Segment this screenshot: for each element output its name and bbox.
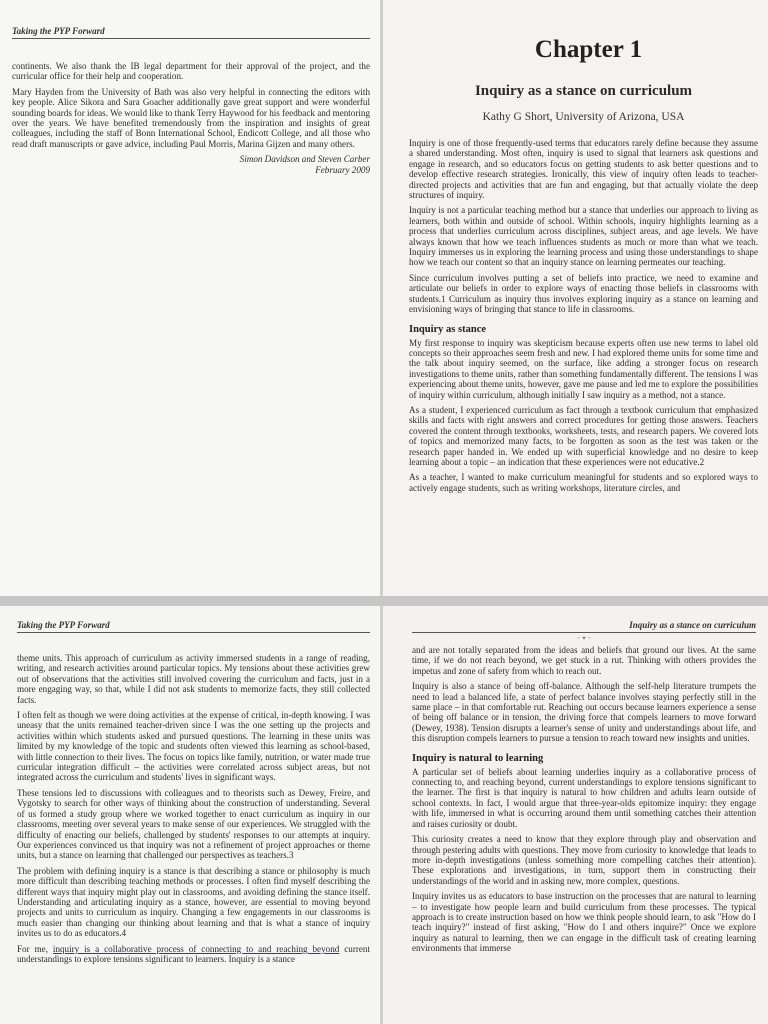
body-paragraph: Mary Hayden from the University of Bath was also very helpful in connecting the editors with key people. Alice Sikora and Sara Goacher additionally gave great support and were wonderful sounding boards for ideas. We would like to thank Terry Haywood for his feedback and mentoring over the years. We have benefited tremendously from the inspiration and insights of great colleagues, including the staff of Bonn International School, Endicott College, and all those who read draft manuscripts or gave advice, including Paul Morris, Marina Gijzen and many others.	[12, 86, 370, 149]
body-paragraph: I often felt as though we were doing activities at the expense of critical, in-depth knowing. I was uneasy that the units remained teacher-driven since I was the one setting up the projects and activities within which students asked and pursued questions. The learning in these units was limited by my knowledge of the topic and students often viewed this learning as school-based, with little connection to their lives. The focus on topics like family, nutrition, or water made true curricular integration difficult – the activities were correlated across subject areas, but not integrated across the curriculum and students' lives in significant ways.	[17, 710, 370, 783]
body-paragraph: continents. We also thank the IB legal department for their approval of the project, and the curricular office for their help and cooperation.	[12, 61, 370, 82]
page-top-right	[383, 0, 768, 596]
page-top-left	[0, 0, 380, 596]
running-head: Taking the PYP Forward	[12, 26, 370, 39]
body-paragraph: Since curriculum involves putting a set of beliefs into practice, we need to examine and articulate our beliefs in order to explore ways of enacting those beliefs in classrooms with students.1 Curriculum as inquiry thus involves exploring inquiry as a stance on learning and envisioning ways of bringing that stance to life in classrooms.	[409, 272, 758, 315]
running-head: Taking the PYP Forward	[17, 620, 370, 633]
body-paragraph-final	[17, 944, 370, 965]
body-paragraph: Inquiry is also a stance of being off-balance. Although the self-help literature trumpets the need to lead a balanced life, a state of perfect balance involves staying perfectly still in the same place – in that comfortable rut. Reaching out occurs because learners experience a sense of being off balance or in tension, the driving force that compels learners to move forward (Dewey, 1938). Tension disrupts a learner's sense of unity and understandings about life, and this disruption compels learners to pursue a tension to reach toward new insights and unities.	[412, 681, 756, 744]
body-paragraph: Inquiry is not a particular teaching method but a stance that underlies our approach to living as learners, both within and outside of school. Within schools, inquiry highlights learning as a process that underlies curriculum across disciplines, subject areas, and age levels. We have always known that how we teach influences students as much or more than what we teach. Inquiry immerses us in exploring the learning process and using those understandings to shape how we teach our content so that an inquiry stance on learning permeates our teaching.	[409, 205, 758, 268]
body-paragraph: The problem with defining inquiry is a stance is that describing a stance or philosophy is much more difficult than describing teaching methods or processes. I often find myself describing the different ways that inquiry might play out in classrooms, and avoiding defining the stance itself. Understanding and articulating inquiry as a stance, however, are essential to moving beyond projects and units to curriculum as inquiry. Changing a few engagements in our classrooms is much easier than changing our thinking about learning and that is what a stance of inquiry invites us to do as educators.4	[17, 865, 370, 939]
body-paragraph: Inquiry invites us as educators to base instruction on the processes that are natural to learning – to investigate how people learn and build curriculum from these processes. The typical approach is to create instruction based on how we think people should learn, to ask "How do I teach inquiry?" instead of first asking, "How do I and others inquire?" Once we explore inquiry as natural to learning, then we can engage in the difficult task of creating learning environments that immerse	[412, 891, 756, 954]
running-head: Inquiry as a stance on curriculum	[412, 620, 756, 633]
underlined-text: inquiry is a collaborative process of connecting to and reaching beyond	[52, 943, 340, 954]
signature: Simon Davidson and Steven Carber	[239, 154, 370, 165]
body-paragraph: This curiosity creates a need to know that they explore through play and observation and through pestering adults with questions. They move from curiosity to knowledge that leads to more in-depth investigations (unless something more compelling catches their attention). These explorations and investigations, in turn, support them in constructing their understandings of the world and in asking new, more complex, questions.	[412, 834, 756, 886]
signature-date: February 2009	[315, 164, 370, 175]
body-paragraph: As a teacher, I wanted to make curriculum meaningful for students and so explored ways to actively engage students, such as writing workshops, literature circles, and	[409, 472, 758, 493]
ornament-icon: ~ ✦ ~	[576, 636, 592, 642]
chapter-label: Chapter 1	[534, 36, 643, 63]
body-paragraph: As a student, I experienced curriculum as fact through a textbook curriculum that emphasized skills and facts with right answers and correct procedures for getting those answers. Teachers covered the content through textbooks, worksheets, tests, and research papers. We covered lots of topics and memorized many facts, to be forgotten as soon as the test was taken or the research paper handed in. We ended up with superficial knowledge and no desire to keep learning about a topic – an indication that these experiences were not educative.2	[409, 404, 758, 467]
body-paragraph: Inquiry is one of those frequently-used terms that educators rarely define because they assume a shared understanding. Most often, inquiry is used to signal that learners ask questions and engage in research, and so educators focus on getting students to ask better questions and to develop effective research strategies. Ironically, this view of inquiry often leads to teacher-directed projects and activities that are fun and engaging, but that actually violate the deep structures of inquiry.	[409, 138, 758, 201]
final-line-prefix: For me,	[17, 943, 53, 954]
body-paragraph: A particular set of beliefs about learning underlies inquiry as a collaborative process of connecting to, and reaching beyond, current understandings to explore tensions significant to the learner. The first is that inquiry is natural to how children and adults learn outside of school contexts. In fact, I would argue that three-year-olds epitomize inquiry: they engage with life, immersed in what is occurring around them until something catches their attention and raises curiosity or doubt.	[412, 766, 756, 829]
body-paragraph: and are not totally separated from the ideas and beliefs that ground our lives. At the same time, if we do not reach beyond, we get stuck in a rut. Thinking with others provides the impetus and zone of safety from which to reach out.	[412, 645, 756, 676]
chapter-title: Inquiry as a stance on curriculum	[474, 83, 693, 99]
section-heading: Inquiry is natural to learning	[412, 752, 544, 764]
page-bottom-right	[383, 606, 768, 1024]
page-bottom-left	[0, 606, 380, 1024]
section-heading: Inquiry as stance	[409, 323, 487, 335]
spread-divider	[0, 596, 768, 606]
chapter-author: Kathy G Short, University of Arizona, USA	[482, 111, 685, 123]
body-paragraph: theme units. This approach of curriculum as activity immersed students in a range of reading, writing, and research activities around particular topics. My tensions about these activities grew out of observations that the activities still involved covering the curriculum and facts, just in a more engaging way, so that, while I did not ask students to memorize facts, they still collected facts.	[17, 653, 370, 705]
body-paragraph: My first response to inquiry was skepticism because experts often use new terms to label old concepts so their approaches seem fresh and new. I had explored theme units for some time and the talk about inquiry seemed, on the surface, like adding a stronger focus on research investigations to theme units, rather than something fundamentally different. The tensions I was experiencing about theme units, however, gave me pause and led me to explore the possibilities of inquiry within curriculum, although initially I saw inquiry as a method, not a stance.	[409, 337, 758, 400]
body-paragraph: These tensions led to discussions with colleagues and to theorists such as Dewey, Freire, and Vygotsky to search for other ways of thinking about the construction of understanding. Several of us formed a study group where we worked together to enact curriculum as inquiry in our classrooms, meeting over several years to make sense of our experiences. We struggled with the difficulty of enacting our beliefs, challenged by students' responses to our attempts at inquiry. Our experiences convinced us that inquiry was not a refinement of project approaches or theme units, but a stance on learning that challenged our perspectives as teachers.3	[17, 787, 370, 861]
cut-off-line: current understandings to explore tensions significant to learners. Inquiry is a stance	[17, 943, 370, 964]
